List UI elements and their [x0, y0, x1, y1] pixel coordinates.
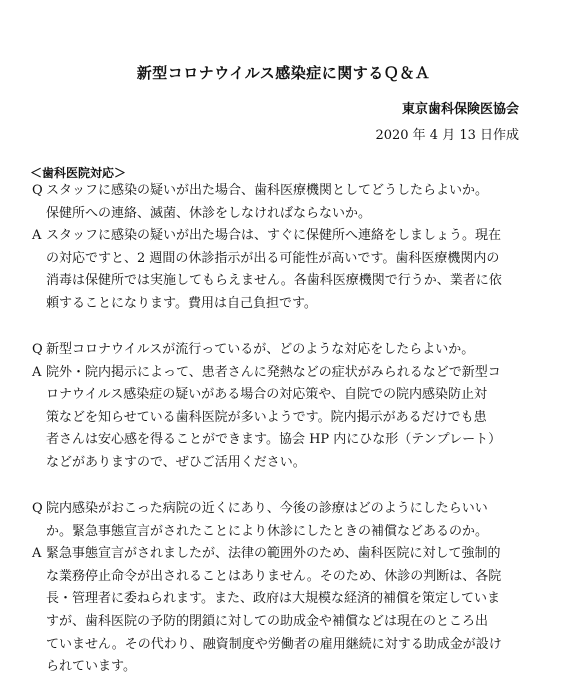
question-line	[32, 521, 532, 544]
answer-line	[32, 407, 532, 430]
answer-text: などがありますので、ぜひご活用ください。	[46, 454, 306, 470]
answer-line	[32, 543, 532, 566]
answer-text: 緊急事態宣言がされましたが、法律の範囲外のため、歯科医院に対して強制的	[46, 546, 501, 562]
question-text: 保健所への連絡、滅菌、休診をしなければならないか。	[46, 205, 372, 221]
answer-line	[32, 656, 532, 679]
answer-line	[32, 588, 532, 611]
answer-marker: A	[32, 546, 42, 562]
question-text: スタッフに感染の疑いが出た場合、歯科医療機関としてどうしたらよいか。	[46, 183, 489, 198]
answer-line	[32, 293, 532, 316]
answer-text: な業務停止命令が出されることはありません。そのため、休診の判断は、各院	[46, 568, 502, 584]
answer-line	[32, 452, 532, 475]
answer-marker: A	[32, 364, 42, 380]
answer-text: スタッフに感染の疑いが出た場合は、すぐに保健所へ連絡をしましょう。現在	[46, 228, 502, 244]
question-text: 新型コロナウイルスが流行っているが、どのような対応をしたらよいか。	[46, 342, 475, 357]
qa-item-3	[32, 498, 532, 679]
organization-name: 東京歯科保険医協会	[401, 102, 519, 117]
document-title: 新型コロナウイルス感染症に関するＱ＆Ａ	[136, 64, 431, 82]
qa-item-1	[32, 180, 532, 316]
answer-line	[32, 634, 532, 657]
answer-text: 者さんは安心感を得ることができます。協会 HP 内にひな形（テンプレート）	[46, 432, 502, 448]
answer-text: ロナウイルス感染症の疑いがある場合の対応策や、自院での院内感染防止対	[46, 387, 487, 403]
question-marker: Q	[32, 183, 43, 198]
answer-text: すが、歯科医院の予防的閉鎖に対しての助成金や補償などは現在のところ出	[46, 613, 489, 629]
answer-text: ていません。その代わり、融資制度や労働者の雇用継続に対する助成金が設け	[46, 636, 502, 652]
question-line	[32, 203, 532, 226]
answer-line	[32, 270, 532, 293]
answer-line	[32, 384, 532, 407]
qa-item-2	[32, 339, 532, 475]
answer-text: 長・管理者に委ねられます。また、政府は大規模な経済的補償を策定していま	[46, 591, 500, 607]
answer-text: 策などを知らせている歯科医院が多いようです。院内掲示があるだけでも患	[46, 409, 487, 425]
answer-line	[32, 566, 532, 589]
question-text: 院内感染がおこった病院の近くにあり、今後の診療はどのようにしたらいい	[46, 501, 488, 516]
question-line	[32, 498, 532, 521]
answer-marker: A	[32, 228, 42, 244]
question-line	[32, 180, 532, 203]
question-marker: Q	[32, 342, 43, 357]
answer-line	[32, 429, 532, 452]
answer-text: 院外・院内掲示によって、患者さんに発熱などの症状がみられるなどで新型コ	[46, 364, 501, 380]
creation-date: 2020 年 4 月 13 日作成	[375, 128, 519, 143]
answer-text: の対応ですと、2 週間の休診指示が出る可能性が高いです。歯科医療機関内の	[46, 250, 500, 266]
answer-text: 消毒は保健所では実施してもらえません。各歯科医療機関で行うか、業者に依	[46, 273, 502, 289]
answer-line	[32, 611, 532, 634]
answer-line	[32, 362, 532, 385]
question-line	[32, 339, 532, 362]
answer-line	[32, 225, 532, 248]
answer-text: 頼することになります。費用は自己負担です。	[46, 295, 317, 311]
answer-line	[32, 248, 532, 271]
section-heading: ＜歯科医院対応＞	[30, 166, 127, 180]
question-text: か。緊急事態宣言がされたことにより休診にしたときの補償などあるのか。	[46, 523, 489, 539]
answer-text: られています。	[46, 659, 136, 675]
question-marker: Q	[32, 501, 43, 516]
